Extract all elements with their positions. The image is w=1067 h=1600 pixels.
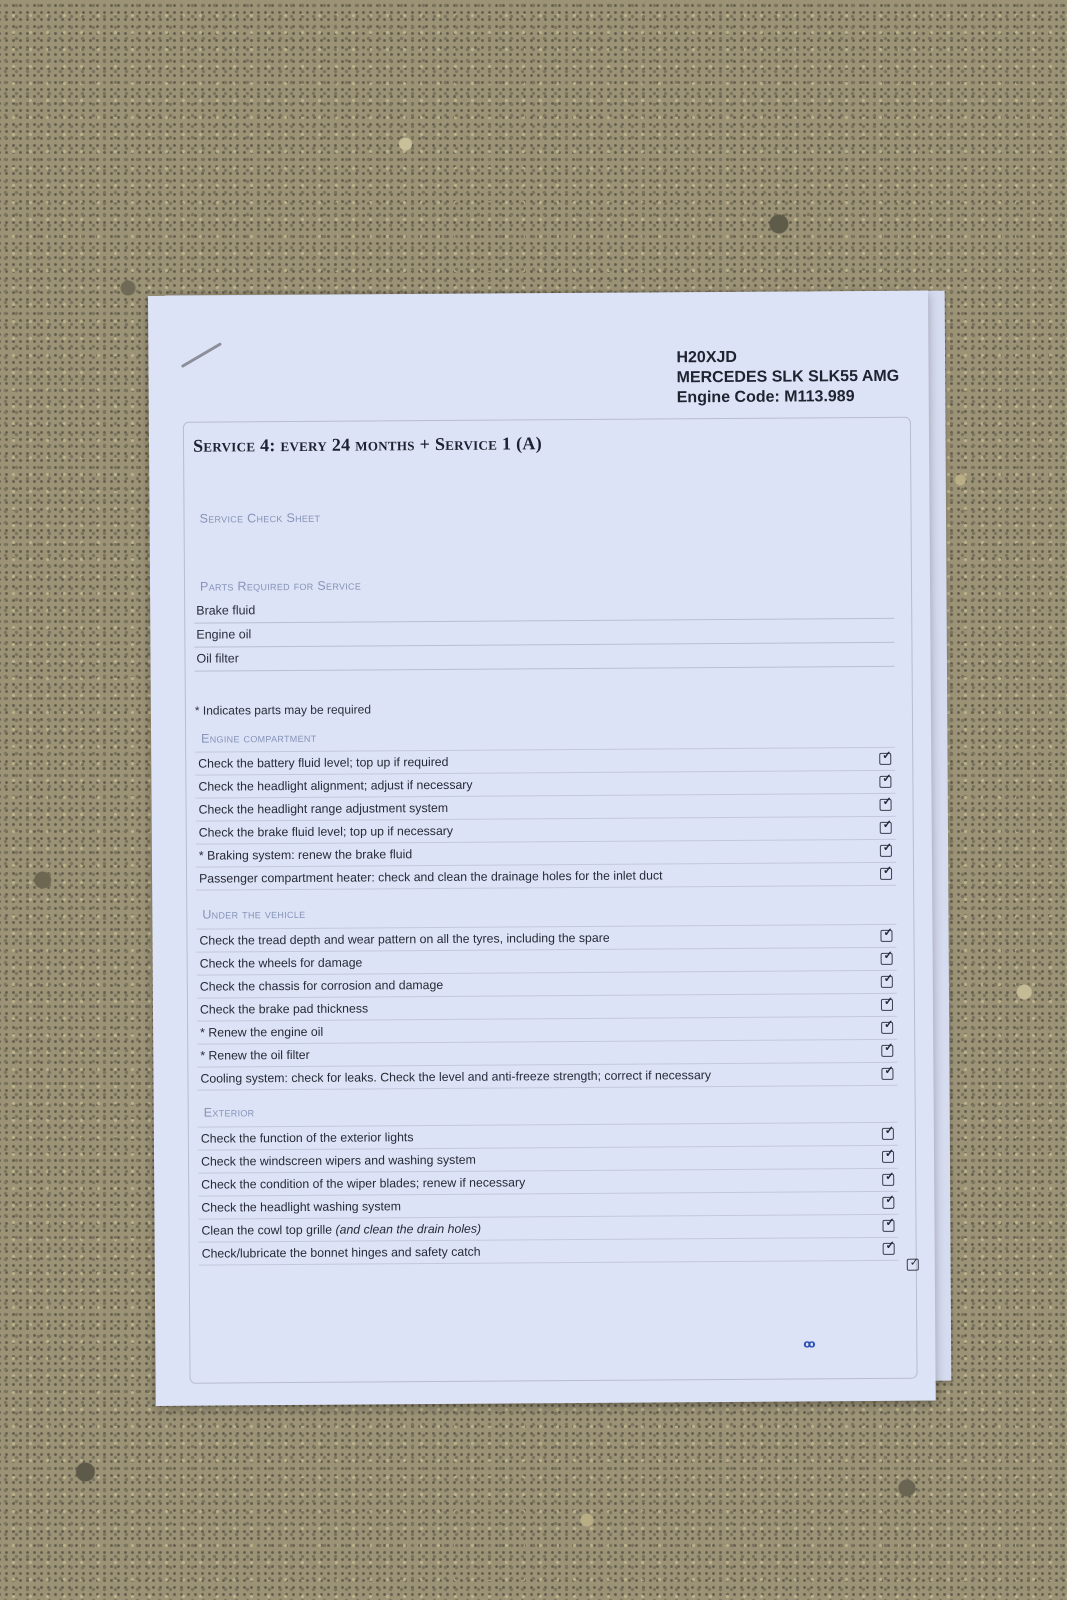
checkbox-icon[interactable] — [880, 795, 892, 811]
checklist-row — [196, 863, 896, 891]
checklist-text: Check the windscreen wipers and washing system — [200, 1152, 476, 1169]
tick-icon: ✓ — [885, 1170, 895, 1183]
tick-icon: ✓ — [882, 795, 892, 808]
checkbox-icon[interactable] — [907, 1255, 920, 1271]
checklist-text: Check the headlight alignment; adjust if necessary — [198, 777, 473, 794]
vehicle-model: MERCEDES SLK SLK55 AMG — [676, 367, 900, 387]
tick-icon: ✓ — [885, 1193, 895, 1206]
checklist-text: Clean the cowl top grille — [201, 1222, 333, 1238]
tick-icon: ✓ — [882, 864, 893, 877]
checklist-text: Check/lubricate the bonnet hinges and safety catch — [201, 1244, 481, 1261]
checkbox-icon[interactable] — [880, 841, 893, 857]
checklist-text: Check the wheels for damage — [199, 955, 363, 971]
tick-icon: ✓ — [884, 1124, 895, 1137]
checkbox-icon[interactable] — [882, 1124, 895, 1140]
checkbox-icon[interactable] — [880, 926, 893, 942]
tick-icon: ✓ — [884, 1064, 894, 1077]
under-vehicle-heading: Under the vehicle — [202, 906, 306, 922]
checklist-text: Check the tread depth and wear pattern on all the tyres, including the spare — [199, 930, 610, 948]
tick-icon: ✓ — [882, 818, 892, 831]
parts-list — [194, 595, 894, 672]
checkbox-icon[interactable] — [880, 818, 892, 834]
engine-compartment-heading: Engine compartment — [201, 730, 317, 746]
tick-icon: ✓ — [882, 749, 892, 762]
checklist-text: Check the headlight washing system — [201, 1199, 402, 1215]
checkbox-icon[interactable] — [879, 772, 892, 788]
service-check-sheet-heading: Service Check Sheet — [199, 510, 321, 526]
checklist-text: Check the chassis for corrosion and damage — [199, 977, 444, 994]
checklist-text: Check the condition of the wiper blades; renew if necessary — [201, 1175, 526, 1192]
part-item: Brake fluid — [194, 595, 894, 624]
checklist-text: * Renew the engine oil — [200, 1024, 324, 1040]
registration: H20XJD — [676, 348, 737, 367]
checkbox-icon[interactable] — [882, 1170, 895, 1186]
tick-icon: ✓ — [882, 841, 893, 854]
under-vehicle-list — [196, 924, 897, 1091]
tick-icon: ✓ — [885, 1239, 895, 1252]
tick-icon: ✓ — [883, 949, 893, 962]
tick-icon: ✓ — [909, 1255, 920, 1269]
checklist-text: Cooling system: check for leaks. Check the level and anti-freeze strength; correct if necessary — [200, 1068, 712, 1086]
service-check-sheet — [148, 291, 936, 1406]
checklist-text: Check the headlight range adjustment system — [198, 800, 449, 817]
checklist-text: Check the function of the exterior lights — [200, 1130, 414, 1146]
checkbox-icon[interactable] — [881, 1018, 894, 1034]
checklist-text: Check the brake pad thickness — [199, 1001, 369, 1017]
checkbox-icon[interactable] — [881, 1041, 894, 1057]
tick-icon: ✓ — [883, 972, 894, 985]
tick-icon: ✓ — [884, 1147, 895, 1160]
checklist-text: Check the battery fluid level; top up if required — [198, 754, 449, 771]
pen-mark: ꝏ — [803, 1337, 816, 1351]
tick-icon: ✓ — [882, 772, 892, 785]
part-item: Oil filter — [194, 643, 894, 672]
checkbox-icon[interactable] — [882, 1216, 895, 1232]
tick-icon: ✓ — [885, 1216, 895, 1229]
engine-compartment-list — [195, 747, 896, 891]
parts-heading: Parts Required for Service — [199, 578, 362, 594]
cowl-note: (and clean the drain holes) — [335, 1221, 482, 1237]
tick-icon: ✓ — [883, 926, 893, 939]
checklist-text: * Renew the oil filter — [200, 1047, 310, 1063]
checklist-row — [199, 1238, 899, 1266]
staple-icon — [181, 342, 222, 368]
checkbox-icon[interactable] — [881, 995, 894, 1011]
checklist-row — [197, 1063, 897, 1091]
exterior-heading: Exterior — [203, 1105, 255, 1120]
checklist-text: Check the brake fluid level; top up if necessary — [198, 823, 454, 840]
checklist-text: Passenger compartment heater: check and clean the drainage holes for the inlet duct — [199, 868, 663, 886]
tick-icon: ✓ — [884, 1018, 894, 1031]
checkbox-icon[interactable] — [880, 864, 893, 880]
page-title: Service 4: every 24 months + Service 1 (A) — [192, 433, 543, 456]
vehicle-info — [676, 347, 921, 409]
checkbox-icon[interactable] — [881, 972, 894, 988]
checkbox-icon[interactable] — [882, 1193, 895, 1209]
checkbox-icon[interactable] — [879, 749, 892, 765]
part-item: Engine oil — [194, 619, 894, 648]
checkbox-icon[interactable] — [883, 1239, 895, 1255]
checkbox-icon[interactable] — [882, 1147, 895, 1163]
exterior-list — [198, 1122, 899, 1266]
tick-icon: ✓ — [884, 1041, 894, 1054]
checkbox-icon[interactable] — [881, 1064, 894, 1080]
engine-code: Engine Code: M113.989 — [676, 388, 855, 407]
tick-icon: ✓ — [883, 995, 894, 1008]
checkbox-icon[interactable] — [881, 949, 893, 965]
checklist-text: * Braking system: renew the brake fluid — [198, 847, 413, 863]
parts-note: * Indicates parts may be required — [194, 702, 372, 718]
